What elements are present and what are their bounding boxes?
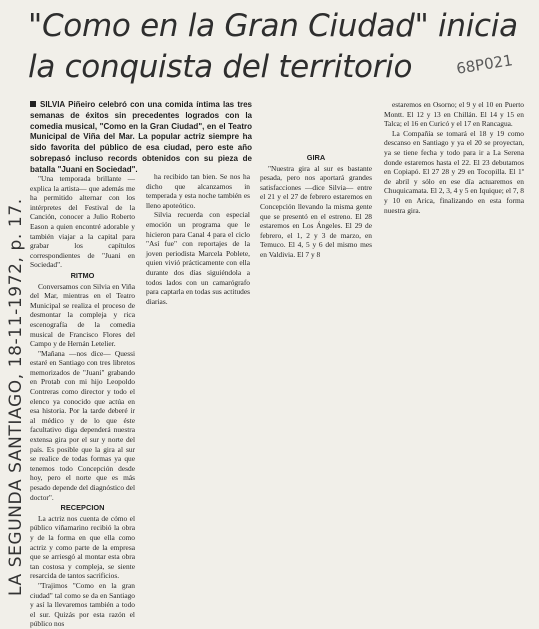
col3-paragraph-1: "Nuestra gira al sur es bastante pesada, pero nos aportará grandes satisfacciones —dice Silvia— entre el 21 y el 27 de febrero estaremos en Concepción llevando la misma gente que se presentó en el estreno. El 28 estaremos en Los Ángeles. El 29 de febrero, el 1, 2 y 3 de marzo, en Temuco. El 4, 5 y 6 del mismo mes en Valdivia. El 7 y 8: [260, 163, 372, 259]
col1-paragraph-3: "Mañana —nos dice— Quessi estaré en Santiago con tres libretos memorizados de "Juani" grabando en Protab con mi hijo Leopoldo Contreras como director y todo el elenco ya conocido que actúa en esa historia. Por la tarde deberé ir al médico y de lo que éste facultativo diga dependerá nuestra extensa gira por el sur y norte del país. Es posible que la gira al sur se realice de todas formas ya que tenemos todo Concepción desde hoy, pero el norte que es más pesado depende del diagnóstico del doctor".: [30, 348, 135, 502]
column-3: [260, 100, 372, 260]
headline-line-1: "Como en la Gran Ciudad" inicia: [28, 8, 518, 44]
lead-paragraph: [30, 100, 252, 176]
column-2: [146, 172, 250, 306]
col1-paragraph-5: "Trajimos "Como en la gran ciudad" tal como se da en Santiago y así la llevaremos también a todo el sur. Quizás por esta razón el público nos: [30, 580, 135, 629]
col4-paragraph-2: La Compañía se tomará el 18 y 19 como descanso en Santiago y ya el 20 se proyectan, ya se tiene fecha y todo para ir a La Serena donde estaremos hasta el 22. El 23 debutamos en Copiapó. El 27 28 y 29 en Tocopilla. El 1º de abril y sólo en ese día actuaremos en Chuquicamata. El 2, 3, 4 y 5 en Iquique; el 7, 8 y 10 en Arica, finalizando en esta forma nuestra gira.: [384, 128, 524, 215]
column-4: [384, 100, 524, 215]
handwritten-source-note: LA SEGUNDA SANTIAGO, 18-11-1972, p. 17.: [6, 198, 26, 596]
col1-paragraph-2: Conversamos con Silvia en Viña del Mar, mientras en el Teatro Municipal se realiza el proceso de desmontar la compleja y rica escenografía de la comedia musical de Francisco Flores del Campo y de Hernán Letelier.: [30, 281, 135, 349]
col4-paragraph-1: estaremos en Osorno; el 9 y el 10 en Puerto Montt. El 12 y 13 en Chillán. El 14 y 15 en Talca; el 16 en Curicó y el 17 en Rancagua.: [384, 100, 524, 129]
headline-line-2: la conquista del territorio: [28, 49, 413, 85]
col1-paragraph-4: La actriz nos cuenta de cómo el público viñamarino recibió la obra y de la forma en que ella como actriz y como parte de la empresa que se arriesgó al montar esta obra tan costosa y compleja, se siente resarcida de tantos sacrificios.: [30, 513, 135, 581]
lead-text: SILVIA Piñeiro celebró con una comida íntima las tres semanas de éxitos sin precedentes logrados con la comedia musical, "Como en la Gran Ciudad", en el Teatro Municipal de Viña del Mar. La popular actriz siempre ha sido favorita del público de esa ciudad, pero este año sobrepasó incluso records obtenidos con su pieza de batalla "Juani en Sociedad".: [30, 100, 252, 174]
handwritten-archive-code: 68P021: [455, 51, 514, 78]
col2-paragraph-1: ha recibido tan bien. Se nos ha dicho que alcanzamos in temperada y esta noche también es lleno apoteótico.: [146, 172, 250, 210]
subheading-gira: GIRA: [306, 153, 326, 162]
subheading-ritmo: RITMO: [70, 270, 95, 280]
column-1: [30, 174, 135, 629]
square-bullet-icon: [30, 101, 36, 107]
subheading-recepcion: RECEPCION: [60, 503, 105, 513]
col1-paragraph-1: "Una temporada brillante —explica la artista— que además me ha permitido alternar con los intérpretes del Festival de la Canción, conocer a Julio Roberto Eason a quien encontré adorable y también viajar a la capital para grabar los capítulos correspondientes de "Juani en Sociedad".: [30, 174, 135, 270]
headline: [28, 6, 528, 88]
col3-spacer: [260, 100, 372, 152]
col2-paragraph-2: Silvia recuerda con especial emoción un programa que le hicieron para Canal 4 para el ciclo "Así fue" con reportajes de la joven periodista Marcela Poblete, quien vivió prácticamente con ella durante dos días siguiéndola a todos lados con un camarógrafo para captarla en todas sus actitudes diarias.: [146, 210, 250, 306]
